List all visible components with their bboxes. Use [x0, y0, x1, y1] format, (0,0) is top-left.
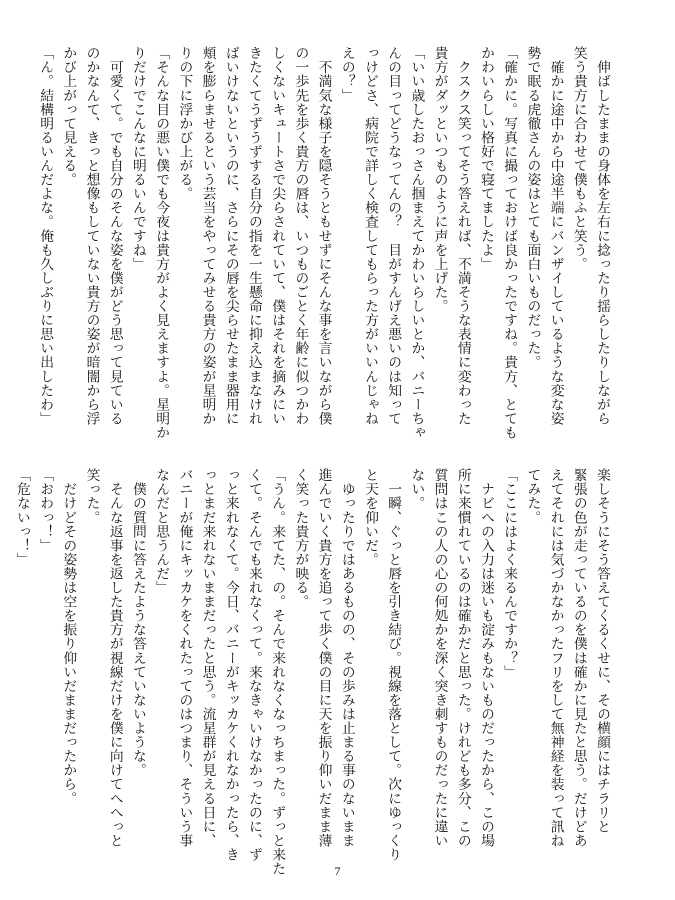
text-line: 勢で眠る虎徹さんの姿はとても面白いものだった。 — [524, 46, 541, 370]
text-line: の一歩先を歩く貴方の唇は、いつものごとく年齢に似つかわ — [292, 46, 309, 426]
text-line: 楽しそうにそう答えてくるくせに、その横顔にはチラリと — [594, 468, 610, 834]
text-line: 僕の質問に答えたような答えていないような。 — [129, 468, 146, 778]
text-line: てみた。 — [524, 468, 541, 525]
text-line: んの目ってどうなってんの？ 目がすんげえ悪いのは知って — [385, 46, 402, 426]
text-line: っけどさ、病院で詳しく検査してもらった方がいいんじゃね — [361, 46, 378, 426]
text-line: かわいらしい格好で寝てましたよ」 — [477, 46, 494, 271]
text-line: 質問はこの人の心の何処かを深く突き刺すものだったに違い — [431, 468, 448, 848]
text-line: 「危ないっ！」 — [13, 468, 30, 567]
text-line: りだけでこんなに明るいんですね」 — [129, 46, 146, 271]
text-line: 「ここにはよく来るんですか？」 — [501, 468, 518, 679]
text-line: 確かに途中から中途半端にバンザイしているような変な姿 — [547, 46, 564, 426]
text-line: 「おわっ！」 — [37, 468, 54, 553]
text-line: りの下に浮かび上がる。 — [176, 46, 193, 201]
text-line: のかなんて、きっと想像もしていない貴方の姿が暗闇から浮 — [83, 46, 100, 426]
text-line: バニーが俺にキッカケをくれたってのはつまり、そういう事 — [176, 468, 193, 848]
text-line: 笑った。 — [83, 468, 100, 525]
page-number: 7 — [334, 864, 341, 878]
text-line: くて。そんでも来れなくって。来なきゃいけなかったのに、ず — [245, 468, 262, 862]
text-line: 頬を膨らませるという芸当をやってみせる貴方の姿が星明か — [199, 46, 216, 426]
text-line: 「うん。来てた、の。そんで来れなくなっちまった。ずっと来た — [269, 468, 286, 876]
text-line: 不満気な様子を隠そうともせずにそんな事を言いながら僕 — [315, 46, 332, 426]
text-line: ナビへの入力は迷いも淀みもないものだったから、この場 — [477, 468, 494, 848]
text-line: そんな返事を返した貴方が視線だけを僕に向けてへへっと — [106, 468, 123, 848]
text-line: 「いい歳したおっさん掴まえてかわいらしいとか、バニーちゃ — [408, 46, 425, 440]
text-line: 伸ばしたままの身体を左右に捻ったり揺らしたりしながら — [594, 46, 610, 426]
text-line: きたくてうずうずする自分の指を一生懸命に抑え込まなけれ — [245, 46, 262, 426]
text-line: ばいけないというのに、さらにその唇を尖らせたまま器用に — [222, 46, 239, 426]
text-line: クスクス笑ってそう答えれば、不満そうな表情に変わった — [454, 46, 471, 426]
text-line: っと来れなくて。今日、バニーがキッカケくれなかったら、き — [222, 468, 239, 862]
text-line: 緊張の色が走っているのを僕は確かに見たと思う。だけどあ — [570, 468, 587, 848]
text-line: 可愛くて。でも自分のそんな姿を僕がどう思って見ている — [106, 46, 123, 426]
text-line: く笑った貴方が映る。 — [292, 468, 309, 609]
text-line: 「そんな目の悪い僕でも今夜は貴方がよく見えますよ。星明か — [153, 46, 170, 440]
text-block-bottom — [13, 468, 613, 876]
text-line: と天を仰いだ。 — [361, 468, 378, 567]
text-block-top — [37, 46, 613, 440]
text-line: 笑う貴方に合わせて僕もふと笑う。 — [570, 46, 587, 271]
text-line: ゆったりではあるものの、その歩みは止まる事のないまま — [338, 468, 355, 848]
text-line: えてそれには気づかなかったフリをして無神経を装って訊ね — [547, 468, 564, 848]
text-line: だけどその姿勢は空を振り仰いだままだったから。 — [60, 468, 77, 806]
text-line: 「確かに。写真に撮っておけば良かったですね。貴方、とても — [501, 46, 518, 440]
text-line: 貴方がダッといつものように声を上げた。 — [431, 46, 448, 313]
text-line: 進んでいく貴方を追って歩く僕の目に天を振り仰いだまま薄 — [315, 468, 332, 848]
text-line: なんだと思うんだ」 — [153, 468, 170, 595]
text-line: 所に来慣れているのは確かだと思った。けれども多分、この — [454, 468, 471, 848]
text-line: えの？」 — [338, 46, 355, 103]
text-line: かび上がって見える。 — [60, 46, 77, 187]
text-line: 「ん。結構明るいんだよな。俺も久しぶりに思い出したわ」 — [37, 46, 54, 426]
text-line: 一瞬、ぐっと唇を引き結び。視線を落として。次にゆっくり — [385, 468, 402, 862]
text-line: っとまだ来れないままだったと思う。流星群が見える日に、 — [199, 468, 216, 848]
text-line: しくないキュートさで尖らされていて、僕はそれを摘みにい — [269, 46, 286, 426]
text-line: ない。 — [408, 468, 425, 511]
